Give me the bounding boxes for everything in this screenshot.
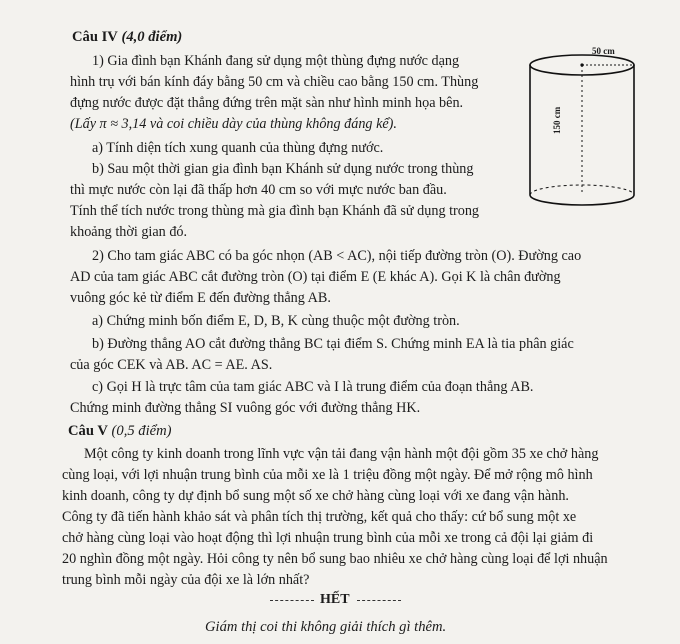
q4-p2b-line-1: b) Đường thẳng AO cắt đường thẳng BC tại điểm S. Chứng minh EA là tia phân giác bbox=[92, 336, 574, 352]
question-5-title: Câu V bbox=[68, 423, 108, 439]
q4-p1-line-1: 1) Gia đình bạn Khánh đang sử dụng một thùng đựng nước dạng bbox=[92, 53, 460, 69]
q4-p1-line-2: hình trụ với bán kính đáy bằng 50 cm và chiều cao bằng 150 cm. Thùng bbox=[70, 74, 479, 90]
q4-p1-line-3: đựng nước được đặt thẳng đứng trên mặt sàn như hình minh họa bên. bbox=[70, 95, 464, 111]
q4-p1b-line-2: thì mực nước còn lại đã thấp hơn 40 cm so với mực nước ban đầu. bbox=[70, 182, 447, 198]
q5-line-3: kinh doanh, công ty dự định bổ sung một số xe chở hàng cùng loại với xe đang vận hành. bbox=[62, 488, 569, 504]
radius-label: 50 cm bbox=[592, 46, 615, 56]
q4-p1b-line-1: b) Sau một thời gian gia đình bạn Khánh sử dụng nước trong thùng bbox=[92, 161, 474, 177]
end-marker: HẾT bbox=[320, 592, 350, 607]
footer-note: Giám thị coi thi không giải thích gì thêm. bbox=[205, 619, 447, 635]
question-4-title: Câu IV bbox=[72, 29, 118, 45]
q5-line-4: Công ty đã tiến hành khảo sát và phân tích thị trường, kết quả cho thấy: cứ bổ sung một xe bbox=[62, 509, 577, 525]
footer-dash-right bbox=[357, 600, 401, 601]
q5-line-6: 20 nghìn đồng một ngày. Hỏi công ty nên bổ sung bao nhiêu xe chở hàng cùng loại để lợi nhuận bbox=[62, 551, 608, 567]
q5-line-7: trung bình mỗi ngày của đội xe là lớn nhất? bbox=[62, 572, 310, 588]
cylinder-figure bbox=[522, 46, 642, 210]
q4-p2-line-1: 2) Cho tam giác ABC có ba góc nhọn (AB < AC), nội tiếp đường tròn (O). Đường cao bbox=[92, 248, 582, 264]
question-5-points: (0,5 điểm) bbox=[111, 423, 172, 439]
footer-dash-left bbox=[270, 600, 314, 601]
cylinder-icon bbox=[522, 50, 642, 210]
q4-p1a: a) Tính diện tích xung quanh của thùng đựng nước. bbox=[92, 140, 384, 156]
question-4-header bbox=[72, 28, 182, 46]
q4-p2b-line-2: của góc CEK và AB. AC = AE. AS. bbox=[70, 357, 273, 373]
q4-p2a: a) Chứng minh bốn điểm E, D, B, K cùng thuộc một đường tròn. bbox=[92, 313, 460, 329]
q4-p1b-line-3: Tính thể tích nước trong thùng mà gia đình bạn Khánh đã sử dụng trong bbox=[70, 203, 480, 219]
height-label: 150 cm bbox=[552, 106, 562, 134]
q4-p2c-line-1: c) Gọi H là trực tâm của tam giác ABC và I là trung điểm của đoạn thẳng AB. bbox=[92, 379, 534, 395]
q4-p1-line-4: (Lấy π ≈ 3,14 và coi chiều dày của thùng không đáng kể). bbox=[70, 116, 397, 132]
q5-line-1: Một công ty kinh doanh trong lĩnh vực vận tải đang vận hành một đội gồm 35 xe chở hàng bbox=[84, 446, 599, 462]
q4-p2c-line-2: Chứng minh đường thẳng SI vuông góc với đường thẳng HK. bbox=[70, 400, 421, 416]
question-5-header bbox=[68, 422, 172, 440]
q5-line-2: cùng loại, với lợi nhuận trung bình của mỗi xe là 1 triệu đồng một ngày. Để mở rộng mô hình bbox=[62, 467, 593, 483]
q4-p1b-line-4: khoảng thời gian đó. bbox=[70, 224, 188, 240]
q4-p2-line-3: vuông góc kẻ từ điểm E đến đường thẳng AB. bbox=[70, 290, 331, 306]
question-4-points: (4,0 điểm) bbox=[121, 29, 183, 45]
q4-p2-line-2: AD của tam giác ABC cắt đường tròn (O) tại điểm E (E khác A). Gọi K là chân đường bbox=[70, 269, 561, 285]
q5-line-5: chở hàng cùng loại vào hoạt động thì lợi nhuận trung bình của mỗi xe trong cả đội lại giảm đi bbox=[62, 530, 594, 546]
